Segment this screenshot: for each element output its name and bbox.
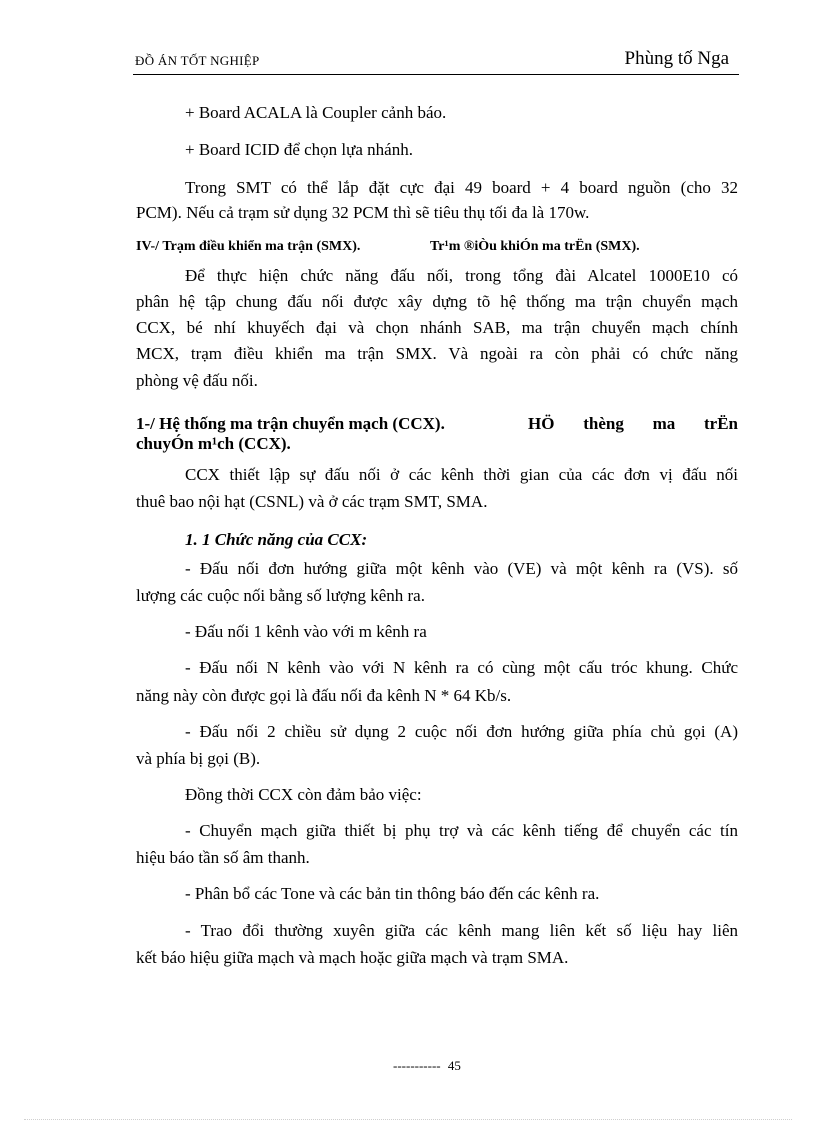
subsection-heading-1-1: 1. 1 Chức năng của CCX: — [185, 530, 368, 549]
paragraph-ccx-line2: thuê bao nội hạt (CSNL) và ở các trạm SMT, SMA. — [136, 492, 488, 511]
paragraph-func4-line1: - Đấu nối 2 chiều sử dụng 2 cuộc nối đơn hướng giữa phía chủ gọi (A) — [185, 722, 738, 741]
heading-garbled-word: HÖ — [528, 414, 555, 433]
section-heading-1-text: 1-/ Hệ thống ma trận chuyển mạch (CCX). — [136, 414, 445, 433]
section-heading-iv-garbled: Tr¹m ®iÒu khiÓn ma trËn (SMX). — [430, 239, 640, 254]
paragraph-func4-line2: và phía bị gọi (B). — [136, 749, 261, 768]
section-heading-1-garbled-line2: chuyÓn m¹ch (CCX). — [136, 434, 291, 453]
heading-garbled-word: ma — [652, 414, 676, 433]
footer-dashes: ----------- — [393, 1058, 441, 1073]
paragraph-func7-line1: - Trao đổi thường xuyên giữa các kênh mang liên kết số liệu hay liên — [185, 921, 738, 940]
paragraph-ccx-line1: CCX thiết lập sự đấu nối ở các kênh thời gian của các đơn vị đấu nối — [185, 465, 738, 484]
paragraph-func6: - Phân bổ các Tone và các bản tin thông báo đến các kênh ra. — [185, 884, 600, 903]
paragraph-acala: + Board ACALA là Coupler cảnh báo. — [185, 103, 447, 122]
page-number: 45 — [447, 1058, 461, 1073]
paragraph-func5-line2: hiệu báo tần số âm thanh. — [136, 848, 310, 867]
paragraph-smt-line1: Trong SMT có thể lắp đặt cực đại 49 board + 4 board nguồn (cho 32 — [185, 178, 738, 197]
section-heading-iv-text: IV-/ Trạm điều khiển ma trận (SMX). — [136, 239, 361, 254]
header-title: ĐỒ ÁN TỐT NGHIỆP — [135, 53, 260, 68]
heading-garbled-word: trËn — [704, 414, 738, 433]
paragraph-icid: + Board ICID để chọn lựa nhánh. — [185, 140, 413, 159]
paragraph-smt-line2: PCM). Nếu cả trạm sử dụng 32 PCM thì sẽ tiêu thụ tối đa là 170w. — [136, 203, 590, 222]
paragraph-func2: - Đấu nối 1 kênh vào với m kênh ra — [185, 622, 427, 641]
paragraph-smx-line4: MCX, trạm điều khiển ma trận SMX. Và ngoài ra còn phải có chức năng — [136, 344, 738, 363]
paragraph-smx-line3: CCX, bé nhí khuyếch đại và chọn nhánh SAB, ma trận chuyển mạch chính — [136, 318, 738, 337]
section-heading-1 — [136, 414, 738, 454]
heading-garbled-word: thèng — [583, 414, 624, 433]
paragraph-smx-line5: phòng vệ đấu nối. — [136, 371, 258, 390]
paragraph-func1-line2: lượng các cuộc nối bằng số lượng kênh ra. — [136, 586, 425, 605]
paragraph-also: Đồng thời CCX còn đảm bảo việc: — [185, 785, 422, 804]
paragraph-func7-line2: kết báo hiệu giữa mạch và mạch hoặc giữa mạch và trạm SMA. — [136, 948, 569, 967]
header-author: Phùng tố Nga — [624, 48, 729, 69]
page-header — [133, 48, 739, 75]
paragraph-func3-line2: năng này còn được gọi là đấu nối đa kênh N * 64 Kb/s. — [136, 686, 512, 705]
paragraph-smx-line2: phân hệ tập chung đấu nối được xây dựng tõ hệ thống ma trận chuyển mạch — [136, 292, 738, 311]
section-heading-iv — [136, 239, 640, 255]
paragraph-func5-line1: - Chuyển mạch giữa thiết bị phụ trợ và các kênh tiếng để chuyển các tín — [185, 821, 738, 840]
paragraph-func3-line1: - Đấu nối N kênh vào với N kênh ra có cùng một cấu tróc khung. Chức — [185, 658, 738, 677]
paragraph-func1-line1: - Đấu nối đơn hướng giữa một kênh vào (VE) và một kênh ra (VS). số — [185, 559, 738, 578]
paragraph-smx-line1: Để thực hiện chức năng đấu nối, trong tổng đài Alcatel 1000E10 có — [185, 266, 738, 285]
page-footer — [393, 1058, 461, 1074]
